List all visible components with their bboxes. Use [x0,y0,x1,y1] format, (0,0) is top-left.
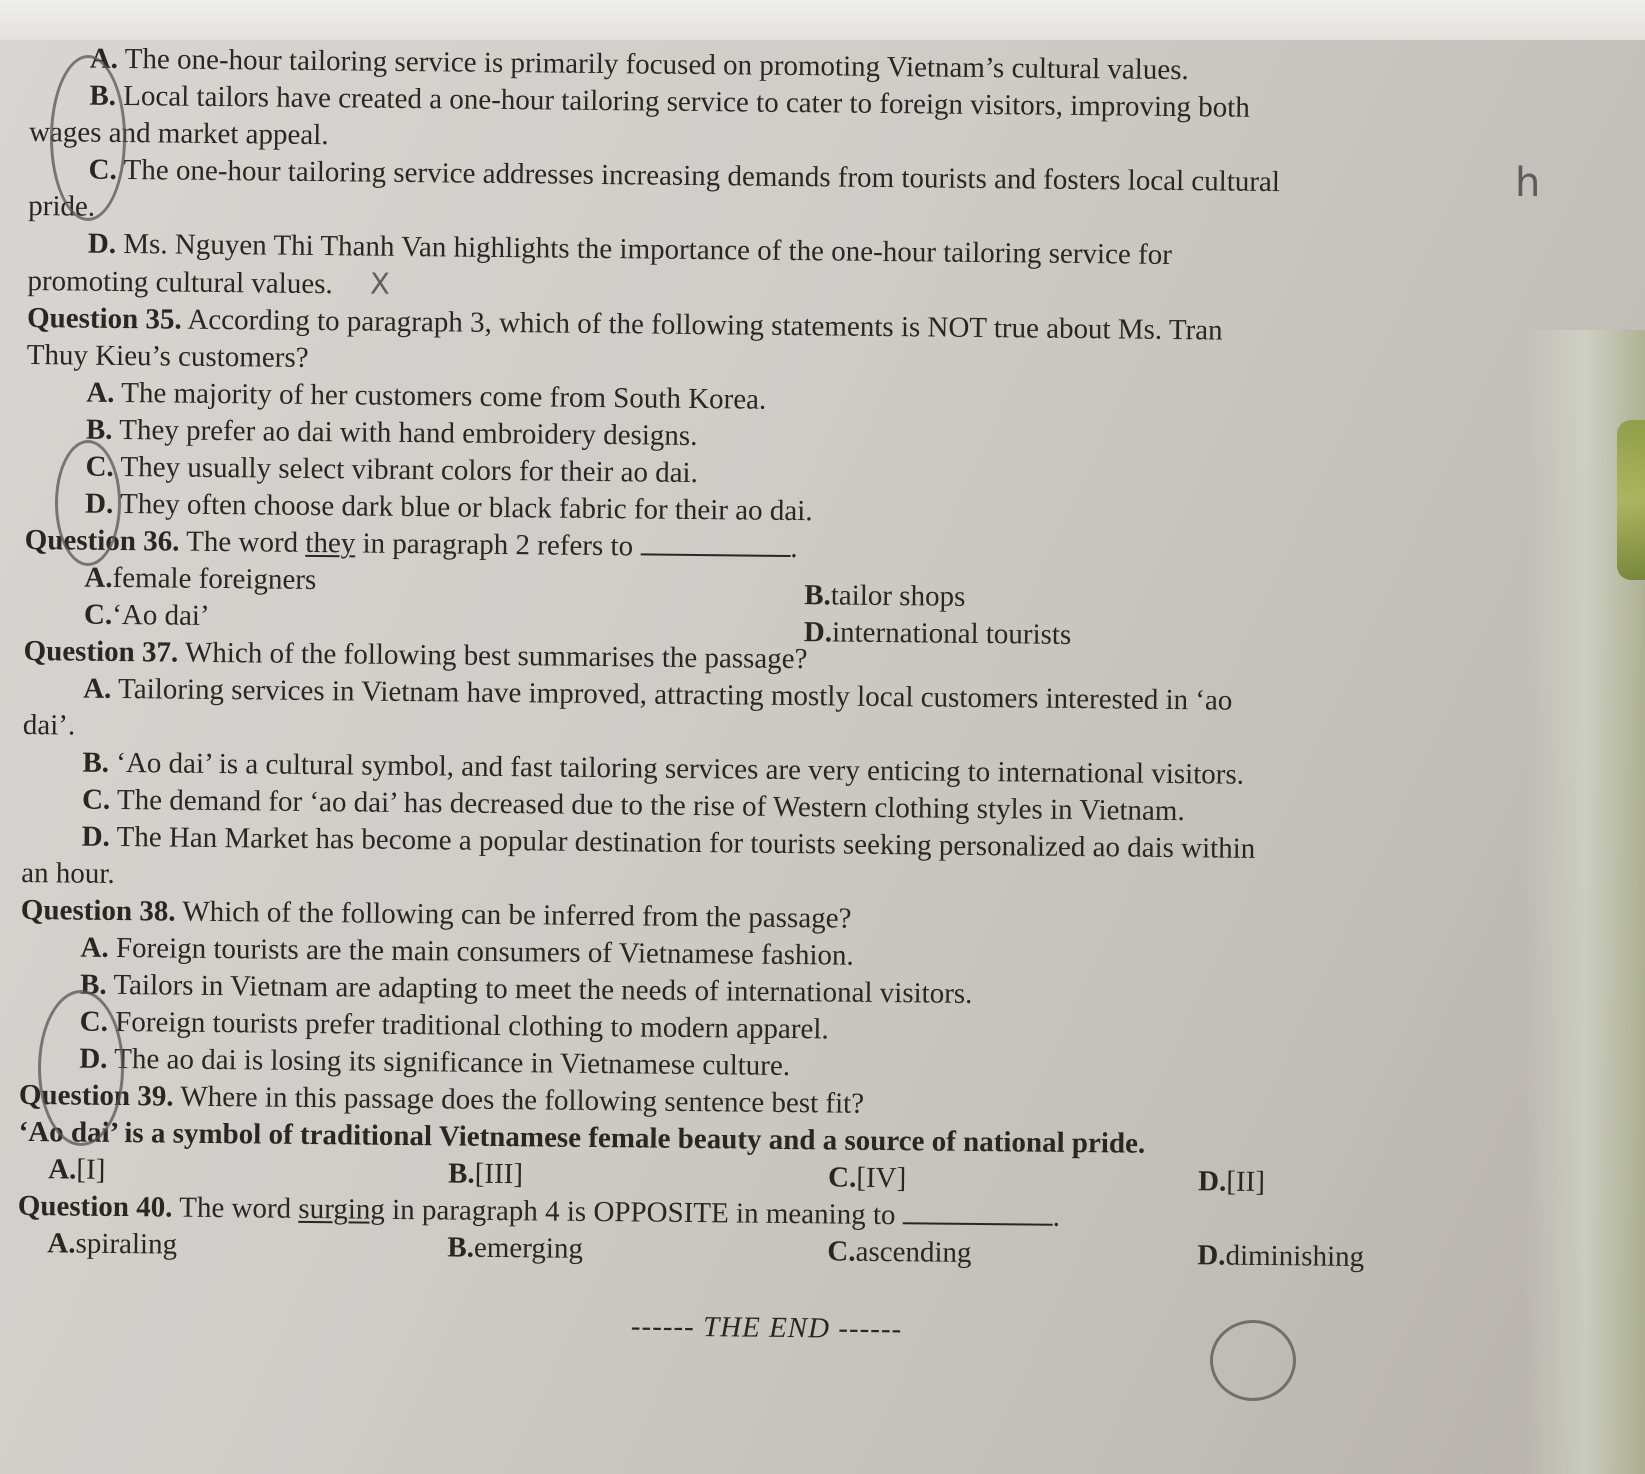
q34-option-d: D. Ms. Nguyen Thi Thanh Van highlights the importance of the one-hour tailoring service for [87,227,1173,271]
q40-target-word: surging [298,1192,386,1226]
q34-option-c-cont: pride. [28,189,96,223]
q37-option-d: D. The Han Market has become a popular destination for tourists seeking personalized ao dais within [81,820,1256,865]
pencil-circle-q38 [38,990,124,1146]
q34-option-d-cont: promoting cultural values. X [27,264,391,301]
pencil-circle-q34 [50,55,126,221]
q39-stem: Question 39. Where in this passage does the following sentence best fit? [18,1078,865,1120]
q34-option-c: C. The one-hour tailoring service addresses increasing demands from tourists and fosters local cultural [88,153,1281,199]
pencil-circle-q35 [55,440,121,566]
q37-stem: Question 37. Which of the following best summarises the passage? [23,634,808,676]
q35-stem-cont: Thuy Kieu’s customers? [26,338,309,374]
q35-stem: Question 35. According to paragraph 3, which of the following statements is NOT true about Ms. Tran [26,301,1223,347]
q40-option-b: B. emerging [447,1231,584,1265]
q38-option-c: C. Foreign tourists prefer traditional clothing to modern apparel. [79,1005,829,1046]
q39-option-d: D. [II] [1197,1165,1266,1198]
q40-option-c: C. ascending [827,1235,972,1269]
background-leaf [1617,420,1645,580]
q37-option-c: C. The demand for ‘ao dai’ has decreased due to the rise of Western clothing styles in Vietnam. [81,783,1185,828]
answer-blank [903,1200,1053,1226]
q40-stem: Question 40. The word surging in paragraph 4 is OPPOSITE in meaning to . [17,1189,1061,1233]
q34-option-b-cont: wages and market appeal. [28,115,329,152]
q39-option-b: B. [III] [447,1157,524,1191]
margin-mark-annotation: h [1515,160,1541,206]
q36-target-word: they [305,526,356,560]
q36-option-a: A. female foreigners [84,561,317,597]
q36-option-b: B. tailor shops [804,579,966,613]
q39-option-c: C. [IV] [827,1161,907,1195]
q35-option-d: D. They often choose dark blue or black fabric for their ao dai. [84,487,813,528]
q39-option-a: A. [I] [48,1153,106,1186]
q37-option-a-cont: dai’. [22,708,76,742]
q40-option-d: D. diminishing [1197,1239,1365,1274]
pencil-circle-q40 [1210,1320,1296,1401]
q38-option-b: B. Tailors in Vietnam are adapting to meet the needs of international visitors. [79,968,973,1010]
the-end-footer: ------ THE END ------ [630,1310,903,1346]
q37-option-b: B. ‘Ao dai’ is a cultural symbol, and fast tailoring services are very enticing to international visitors. [82,746,1245,791]
q36-stem: Question 36. The word they in paragraph 2 refers to . [24,523,798,565]
paper-top-band [0,0,1645,40]
q36-option-c: C. ‘Ao dai’ [83,598,210,632]
exam-page [16,40,1530,1355]
q38-option-a: A. Foreign tourists are the main consumers of Vietnamese fashion. [80,931,854,972]
cross-mark-annotation: X [369,266,391,301]
q34-option-b: B. Local tailors have created a one-hour tailoring service to cater to foreign visitors, improving both [89,79,1250,124]
q40-option-a: A. spiraling [47,1227,178,1261]
q34-option-a: A. The one-hour tailoring service is primarily focused on promoting Vietnam’s cultural values. [89,42,1189,87]
answer-blank [640,531,790,557]
q35-option-c: C. They usually select vibrant colors for their ao dai. [85,450,699,490]
q37-option-a: A. Tailoring services in Vietnam have improved, attracting mostly local customers interested in ‘ao [83,672,1233,717]
q38-stem: Question 38. Which of the following can be inferred from the passage? [20,893,852,935]
q37-option-d-cont: an hour. [21,856,115,890]
q36-option-d: D. international tourists [803,616,1072,651]
q35-option-a: A. The majority of her customers come from South Korea. [86,376,767,416]
q35-option-b: B. They prefer ao dai with hand embroidery designs. [85,413,698,453]
q39-sentence: ‘Ao dai’ is a symbol of traditional Vietnamese female beauty and a source of national pride. [18,1115,1146,1160]
q38-option-d: D. The ao dai is losing its significance in Vietnamese culture. [79,1042,791,1083]
